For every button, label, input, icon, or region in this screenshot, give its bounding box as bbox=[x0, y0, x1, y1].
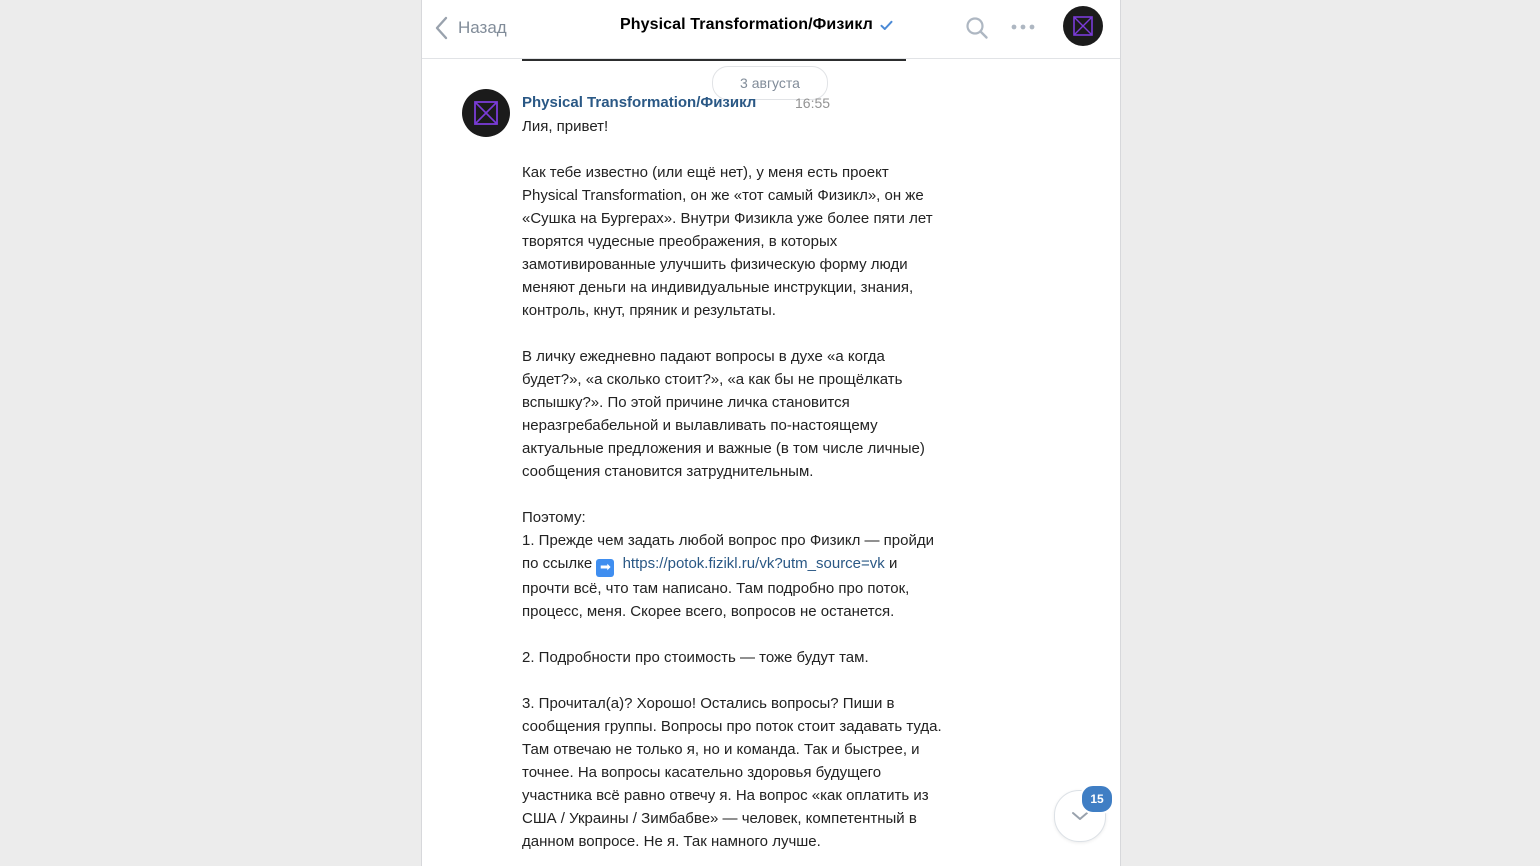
message-line: сообщения группы. Вопросы про поток стоит задавать туда. bbox=[522, 718, 942, 735]
message-body bbox=[522, 115, 1062, 853]
chat-header bbox=[422, 0, 1120, 59]
message-line: процесс, меня. Скорее всего, вопросов не останется. bbox=[522, 603, 895, 620]
message-line: В личку ежедневно падают вопросы в духе «а когда bbox=[522, 348, 885, 365]
message-line: сообщения становится затруднительным. bbox=[522, 463, 814, 480]
message-line: 3. Прочитал(а)? Хорошо! Остались вопросы? Пиши в bbox=[522, 695, 895, 712]
message-line: точнее. На вопросы касательно здоровья будущего bbox=[522, 764, 882, 781]
paragraph-gap bbox=[522, 623, 1062, 646]
message-line: вспышку?». По этой причине личка становится bbox=[522, 394, 850, 411]
message-line: «Сушка на Бургерах». Внутри Физикла уже более пяти лет bbox=[522, 210, 933, 227]
search-icon[interactable] bbox=[965, 16, 989, 40]
paragraph-gap bbox=[522, 669, 1062, 692]
checkmark-icon bbox=[880, 20, 893, 31]
chat-panel bbox=[421, 0, 1121, 866]
message-line: актуальные предложения и важные (в том числе личные) bbox=[522, 440, 925, 457]
community-avatar[interactable] bbox=[1063, 6, 1103, 46]
message-lines-after bbox=[522, 577, 1062, 853]
message-greeting: Лия, привет! bbox=[522, 118, 609, 135]
link-suffix: и bbox=[888, 555, 898, 572]
message-line: США / Украины / Зимбабве» — человек, компетентный в bbox=[522, 810, 917, 827]
message-line: Как тебе известно (или ещё нет), у меня есть проект bbox=[522, 164, 889, 181]
paragraph-gap bbox=[522, 138, 1062, 161]
paragraph-gap bbox=[522, 483, 1062, 506]
unread-count-badge: 15 bbox=[1080, 784, 1114, 814]
right-arrow-icon: ➡ bbox=[596, 559, 614, 577]
message-time: 16:55 bbox=[795, 95, 831, 111]
message-line: неразгребабельной и вылавливать по-настоящему bbox=[522, 417, 878, 434]
active-tab-indicator bbox=[522, 59, 906, 61]
message-line: будет?», «а сколько стоит?», «а как бы не прощёлкать bbox=[522, 371, 903, 388]
message-line: Поэтому: bbox=[522, 509, 586, 526]
chevron-left-icon bbox=[434, 16, 448, 40]
potok-link[interactable]: https://potok.fizikl.ru/vk?utm_source=vk bbox=[622, 555, 885, 572]
message-line: меняют деньги на индивидуальные инструкции, знания, bbox=[522, 279, 914, 296]
message-line: творятся чудесные преображения, в которых bbox=[522, 233, 838, 250]
back-label: Назад bbox=[458, 18, 507, 37]
message-line: контроль, кнут, пряник и результаты. bbox=[522, 302, 776, 319]
message-line: 1. Прежде чем задать любой вопрос про Физикл — пройди bbox=[522, 532, 934, 549]
message-line: данном вопросе. Не я. Так намного лучше. bbox=[522, 833, 821, 850]
message-line: прочти всё, что там написано. Там подробно про поток, bbox=[522, 580, 910, 597]
link-prefix: по ссылке bbox=[522, 555, 593, 572]
message-author[interactable]: Physical Transformation/Физикл bbox=[522, 94, 757, 111]
message-lines bbox=[522, 161, 1062, 552]
message-line: Physical Transformation, он же «тот самый Физикл», он же bbox=[522, 187, 924, 204]
chat-title-text: Physical Transformation/Физикл bbox=[620, 16, 873, 33]
message-line: 2. Подробности про стоимость — тоже будут там. bbox=[522, 649, 869, 666]
message-line: Там отвечаю не только я, но и команда. Так и быстрее, и bbox=[522, 741, 920, 758]
back-button[interactable] bbox=[434, 14, 507, 42]
author-avatar[interactable] bbox=[462, 89, 510, 137]
message-link-line bbox=[522, 552, 1062, 577]
date-separator: 3 августа bbox=[712, 66, 828, 100]
message-line: участника всё равно отвечу я. На вопрос «как оплатить из bbox=[522, 787, 929, 804]
message-line: замотивированные улучшить физическую форму люди bbox=[522, 256, 908, 273]
chat-title[interactable] bbox=[620, 16, 893, 34]
paragraph-gap bbox=[522, 322, 1062, 345]
more-dots-icon[interactable] bbox=[1011, 24, 1035, 30]
